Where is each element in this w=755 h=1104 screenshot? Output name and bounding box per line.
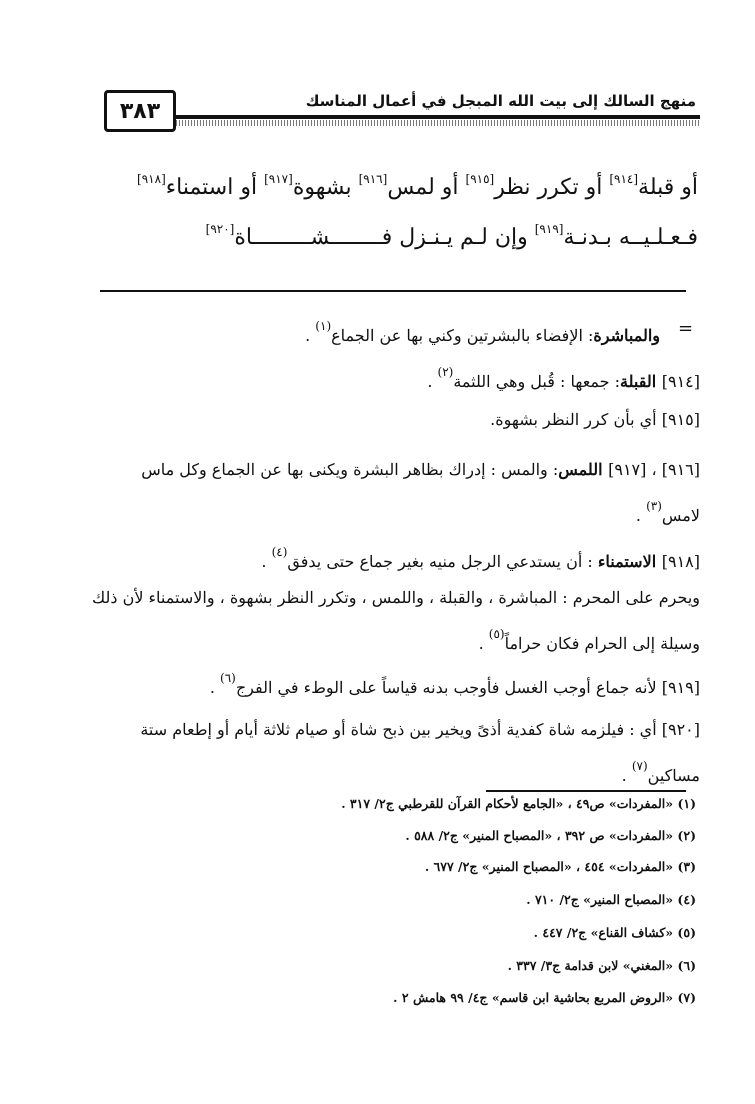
commentary-paragraph bbox=[92, 712, 700, 794]
matn-line-1 bbox=[100, 172, 698, 200]
matn-line-2 bbox=[100, 222, 698, 250]
end-mark: . bbox=[305, 326, 316, 345]
matn-segment: بشهوة bbox=[292, 175, 352, 200]
matn-segment: أو لمس bbox=[387, 175, 459, 200]
commentary-paragraph bbox=[92, 354, 700, 400]
matn-ref: [٩١٩] bbox=[534, 222, 564, 236]
commentary-paragraph bbox=[92, 452, 700, 534]
header-rule-hatch bbox=[170, 120, 700, 126]
footnote-ref: (٣) bbox=[646, 499, 662, 513]
commentary-text: أي بأن كرر النظر بشهوة. bbox=[490, 410, 662, 429]
footnote-rule bbox=[486, 790, 686, 792]
matn-segment: أو تكرر نظر bbox=[494, 175, 603, 200]
footnote: (٦) «المغني» لابن قدامة ج٣/ ٣٣٧ . bbox=[507, 958, 696, 973]
footnote: (٧) «الروض المربع بحاشية ابن قاسم» ج٤/ ٩٩ هامش ٢ . bbox=[393, 990, 696, 1005]
end-mark: . bbox=[209, 678, 221, 697]
footnote-ref: (٤) bbox=[271, 545, 288, 559]
commentary-text: ويحرم على المحرم : المباشرة ، والقبلة ، واللمس ، وتكرر النظر بشهوة ، والاستمناء لأن ذلك وسيلة إلى الحرام فكان حراماً bbox=[92, 588, 700, 653]
matn-segment: وإن لـم يـنـزل فــــــــشـــــــــاة bbox=[234, 225, 528, 250]
footnote-ref: (٥) bbox=[488, 627, 505, 641]
footnote-ref: (١) bbox=[315, 319, 332, 333]
footnote: (١) «المفردات» ص٤٩ ، «الجامع لأحكام القرآن للقرطبي ج٢/ ٣١٧ . bbox=[341, 796, 696, 811]
footnote: (٤) «المصباح المنير» ج٢/ ٧١٠ . bbox=[526, 892, 696, 907]
commentary-paragraph bbox=[92, 402, 700, 438]
footnote: (٢) «المفردات» ص ٣٩٢ ، «المصباح المنير» ج٢/ ٥٨٨ . bbox=[405, 828, 696, 843]
commentary-paragraph bbox=[92, 534, 700, 580]
commentary-text: : والمس : إدراك بظاهر البشرة ويكنى بها عن الجماع وكل ماس لامس bbox=[141, 460, 700, 525]
commentary-paragraph bbox=[92, 660, 700, 706]
matn-ref: [٩١٥] bbox=[465, 172, 495, 186]
term: اللمس bbox=[558, 460, 609, 479]
header-rule bbox=[100, 115, 700, 129]
footnote-ref: (٦) bbox=[220, 671, 236, 685]
matn-ref: [٩١٤] bbox=[609, 172, 639, 186]
entry-number: [٩١٥] bbox=[661, 410, 700, 429]
matn-ref: [٩١٨] bbox=[137, 172, 166, 186]
entry-number: [٩١٦] ، [٩١٧] bbox=[608, 460, 700, 479]
commentary-text: أي : فيلزمه شاة كفدية أذىً ويخير بين ذبح شاة أو صيام ثلاثة أيام أو إطعام ستة مساكين bbox=[140, 720, 700, 785]
page-number-text: ٣٨٣ bbox=[119, 98, 161, 124]
matn-segment: أو استمناء bbox=[165, 175, 258, 200]
header-rule-thick bbox=[170, 115, 700, 119]
matn-divider bbox=[100, 290, 686, 292]
matn-segment: أو قبلة bbox=[638, 175, 698, 200]
matn-ref: [٩٢٠] bbox=[205, 222, 235, 236]
commentary-text: : أن يستدعي الرجل منيه بغير جماع حتى يدفق bbox=[287, 552, 598, 571]
term: القبلة bbox=[620, 372, 662, 391]
commentary-text: : الإفضاء بالبشرتين وكني بها عن الجماع bbox=[331, 326, 594, 345]
entry-number: [٩٢٠] bbox=[661, 720, 700, 739]
term: والمباشرة bbox=[593, 326, 660, 345]
commentary-text: لأنه جماع أوجب الغسل فأوجب بدنه قياساً على الوطء في الفرج bbox=[235, 678, 662, 697]
footnote-ref: (٧) bbox=[631, 759, 648, 773]
entry-number: [٩١٩] bbox=[661, 678, 700, 697]
end-mark: . bbox=[478, 634, 489, 653]
term: الاستمناء bbox=[597, 552, 662, 571]
entry-number: [٩١٤] bbox=[661, 372, 700, 391]
running-head: منهج السالك إلى بيت الله المبجل في أعمال المناسك bbox=[305, 92, 696, 110]
end-mark: . bbox=[635, 506, 647, 525]
entry-number: [٩١٨] bbox=[661, 552, 700, 571]
footnote-ref: (٢) bbox=[437, 365, 454, 379]
page-number bbox=[104, 90, 176, 132]
commentary-paragraph bbox=[100, 308, 660, 354]
continuation-mark: = bbox=[678, 318, 694, 339]
end-mark: . bbox=[621, 766, 632, 785]
footnote: (٥) «كشاف القناع» ج٢/ ٤٤٧ . bbox=[533, 925, 696, 940]
matn-ref: [٩١٦] bbox=[358, 172, 388, 186]
matn-segment: فـعـلـيــه بـدنـة bbox=[563, 225, 698, 250]
matn-ref: [٩١٧] bbox=[264, 172, 293, 186]
commentary-text: : جمعها : قُبل وهي اللثمة bbox=[453, 372, 621, 391]
footnote: (٣) «المفردات» ٤٥٤ ، «المصباح المنير» ج٢/ ٦٧٧ . bbox=[424, 859, 696, 874]
end-mark: . bbox=[261, 552, 272, 571]
end-mark: . bbox=[427, 372, 438, 391]
commentary-paragraph bbox=[92, 580, 700, 662]
